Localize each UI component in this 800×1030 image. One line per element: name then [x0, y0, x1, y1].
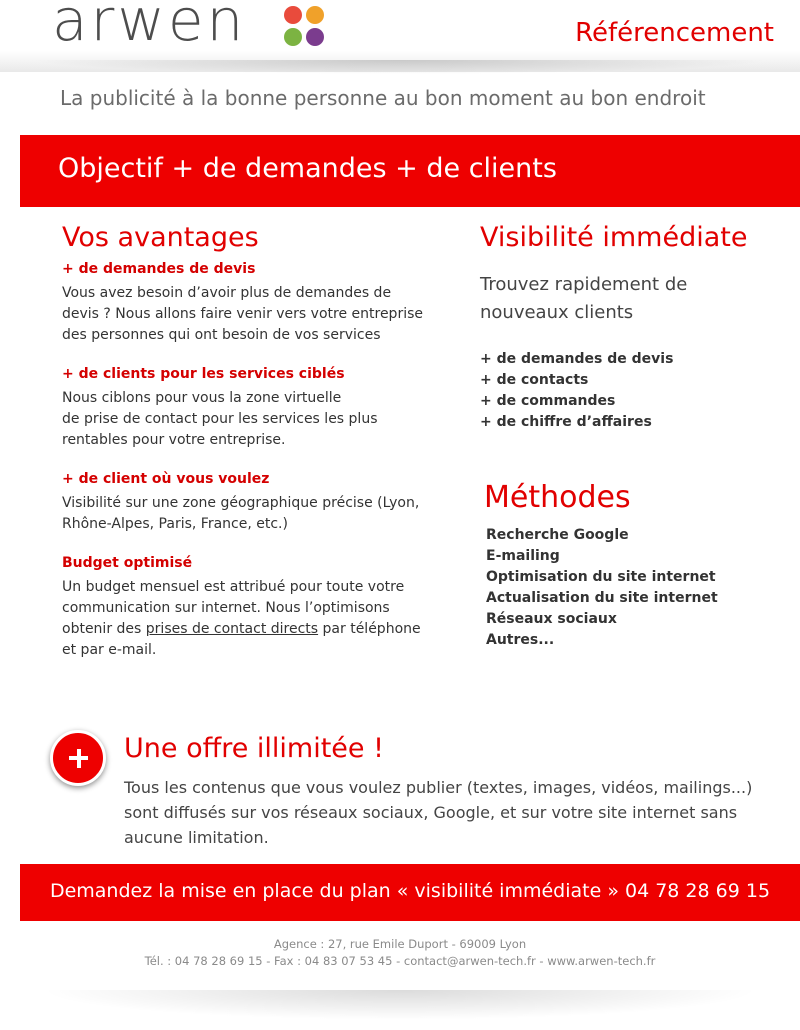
- visibility-section: [480, 222, 780, 433]
- advantage-line: Vous avez besoin d’avoir plus de demandes de: [62, 285, 392, 301]
- plus-icon-bar: [77, 749, 81, 768]
- footer-contacts: Tél. : 04 78 28 69 15 - Fax : 04 83 07 53 45 - contact@arwen-tech.fr - www.arwen-tech.fr: [144, 954, 656, 968]
- visibility-title: Visibilité immédiate: [480, 222, 748, 253]
- offer-line: sont diffusés sur vos réseaux sociaux, Google, et sur votre site internet sans: [124, 803, 738, 822]
- advantage-line: communication sur internet. Nous l’optimisons: [62, 600, 390, 616]
- advantage-line: Rhône-Alpes, Paris, France, etc.): [62, 516, 288, 532]
- advantage-item: [62, 555, 442, 661]
- logo-dot-green: [284, 28, 302, 46]
- list-item: Réseaux sociaux: [486, 611, 617, 627]
- methods-title: Méthodes: [484, 480, 631, 515]
- visibility-subtitle: [480, 271, 780, 327]
- list-item: + de demandes de devis: [480, 351, 674, 367]
- plus-icon: [50, 730, 106, 786]
- advantage-text: [62, 388, 442, 451]
- advantages-section: [62, 222, 442, 681]
- logo-dot-red: [284, 6, 302, 24]
- methods-list: [486, 525, 718, 651]
- advantage-line: de prise de contact pour les services les plus: [62, 411, 378, 427]
- advantage-text: [62, 493, 442, 535]
- advantage-item: [62, 471, 442, 535]
- advantage-heading: + de clients pour les services ciblés: [62, 366, 345, 382]
- offer-line: aucune limitation.: [124, 828, 269, 847]
- offer-title: Une offre illimitée !: [124, 733, 384, 764]
- direct-contacts-link[interactable]: prises de contact directs: [145, 621, 319, 637]
- advantage-text: [62, 577, 442, 661]
- objective-banner: [20, 135, 800, 207]
- advantage-line: obtenir des: [62, 621, 146, 637]
- advantage-heading: + de client où vous voulez: [62, 471, 270, 487]
- list-item: Recherche Google: [486, 527, 629, 543]
- advantage-heading: + de demandes de devis: [62, 261, 256, 277]
- visibility-subtitle-line: nouveaux clients: [480, 302, 634, 323]
- list-item: + de contacts: [480, 372, 589, 388]
- offer-text: [124, 775, 764, 850]
- visibility-list: [480, 349, 780, 433]
- list-item: Actualisation du site internet: [486, 590, 718, 606]
- advantage-heading: Budget optimisé: [62, 555, 193, 571]
- list-item: + de chiffre d’affaires: [480, 414, 652, 430]
- advantage-line: et par e-mail.: [62, 642, 157, 658]
- list-item: + de commandes: [480, 393, 616, 409]
- offer-line: Tous les contenus que vous voulez publier (textes, images, vidéos, mailings...): [124, 778, 753, 797]
- logo-wordmark: arwen: [52, 0, 247, 54]
- advantage-line: Visibilité sur une zone géographique précise (Lyon,: [62, 495, 420, 511]
- logo-dot-orange: [306, 6, 324, 24]
- advantage-line: devis ? Nous allons faire venir vers votre entreprise: [62, 306, 423, 322]
- logo-dot-purple: [306, 28, 324, 46]
- bottom-shadow: [40, 990, 760, 1020]
- list-item: E-mailing: [486, 548, 560, 564]
- advantages-title: Vos avantages: [62, 222, 259, 253]
- advantage-line: par téléphone: [318, 621, 421, 637]
- advantage-line: Un budget mensuel est attribué pour toute votre: [62, 579, 405, 595]
- footer-address: Agence : 27, rue Emile Duport - 69009 Lyon: [273, 937, 527, 951]
- visibility-subtitle-line: Trouvez rapidement de: [480, 274, 688, 295]
- advantage-text: [62, 283, 442, 346]
- advantage-line: des personnes qui ont besoin de vos services: [62, 327, 381, 343]
- advantage-line: rentables pour votre entreprise.: [62, 432, 286, 448]
- objective-banner-text: Objectif + de demandes + de clients: [58, 153, 557, 184]
- list-item: Autres...: [486, 632, 555, 648]
- advantage-line: Nous ciblons pour vous la zone virtuelle: [62, 390, 342, 406]
- footer: [0, 936, 800, 970]
- advantage-item: [62, 261, 442, 346]
- header-shadow: [30, 60, 770, 74]
- tagline: La publicité à la bonne personne au bon moment au bon endroit: [60, 86, 706, 110]
- cta-text: Demandez la mise en place du plan « visibilité immédiate » 04 78 28 69 15: [49, 880, 771, 902]
- cta-banner: [20, 864, 800, 921]
- page-title: Référencement: [575, 18, 774, 48]
- advantage-item: [62, 366, 442, 451]
- logo-dots-icon: [284, 6, 328, 50]
- list-item: Optimisation du site internet: [486, 569, 716, 585]
